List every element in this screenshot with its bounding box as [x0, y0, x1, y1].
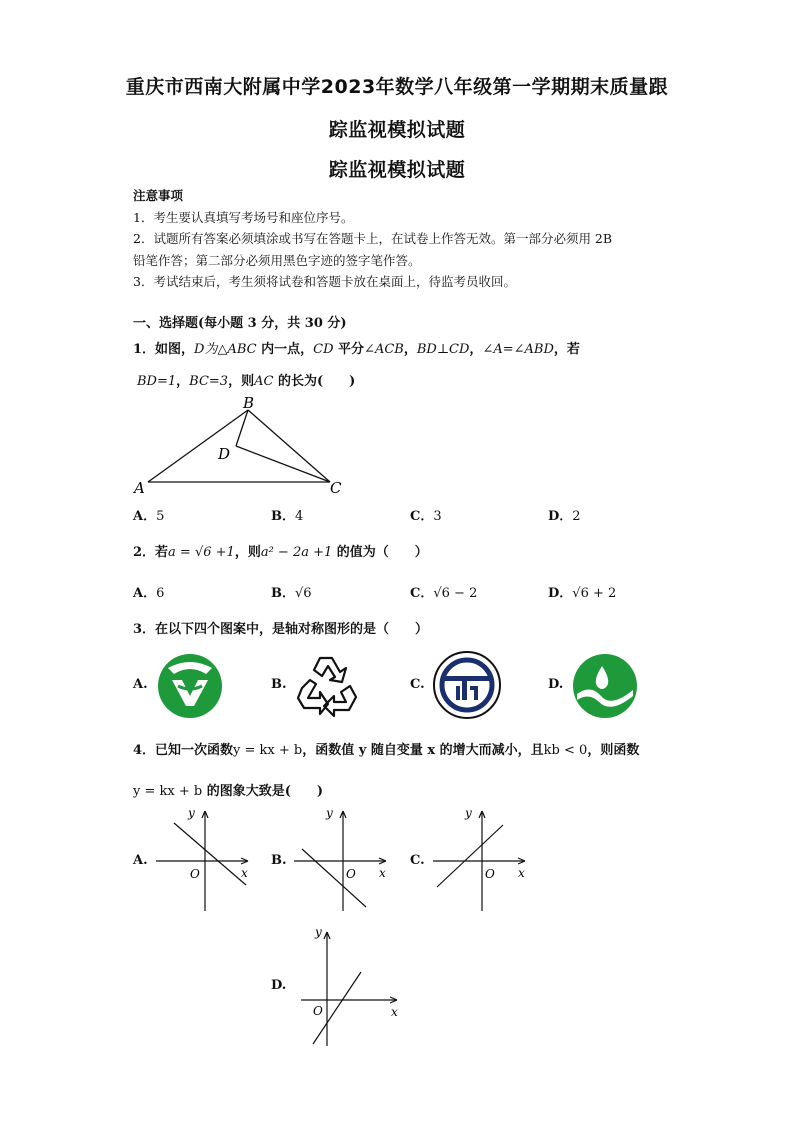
q1-option-c[interactable]: [410, 505, 442, 524]
q1-line1: [133, 338, 580, 357]
q1-text: ，若: [553, 342, 580, 357]
option-key: D．: [548, 509, 573, 524]
q2-text: [133, 541, 428, 560]
y-axis-label: y: [465, 806, 472, 820]
q4-math: y = kx + b: [133, 784, 203, 799]
q4-text: 的图象大致是( ): [202, 784, 324, 799]
x-axis-label: x: [391, 1005, 398, 1019]
option-value: 3: [433, 509, 442, 524]
q4-option-c-label[interactable]: C.: [410, 853, 425, 868]
q1-option-d[interactable]: [548, 505, 581, 524]
q4-option-a-label[interactable]: A.: [133, 853, 148, 868]
water-drop-logo-icon: [571, 652, 639, 720]
label-a: A: [134, 479, 145, 497]
q1-text: ，: [469, 342, 483, 357]
option-key: B．: [271, 586, 295, 601]
segment-bd: [236, 410, 248, 446]
page-title-line2: 踪监视模拟试题: [328, 119, 466, 141]
segment-bc: [248, 410, 330, 482]
option-value: 2: [572, 509, 581, 524]
q1-line2: [137, 370, 355, 389]
q1-math: CD: [313, 342, 334, 357]
q4-text: ，函数值 y 随自变量 x 的增大而减小，且: [302, 743, 544, 758]
option-value: √6 − 2: [433, 586, 478, 601]
option-key: A．: [133, 586, 157, 601]
q3-option-c-label[interactable]: C.: [410, 677, 425, 692]
origin-label: O: [313, 1004, 323, 1018]
page-title-line1: 重庆市西南大附属中学2023年数学八年级第一学期期末质量跟: [125, 76, 669, 98]
q4-math: kb < 0: [543, 743, 588, 758]
q1-math: D为△ABC: [194, 342, 257, 357]
page-title-line3: 踪监视模拟试题: [328, 159, 466, 181]
notes-item-2-cont: 铅笔作答；第二部分必须用黑色字迹的签字笔作答。: [133, 252, 421, 268]
q4-graph-a: [150, 803, 255, 915]
option-key: A．: [133, 509, 157, 524]
q1-math: AC: [254, 374, 274, 389]
q2-math: a = √6 +1: [168, 545, 235, 560]
notes-item-3: 3．考试结束后，考生须将试卷和答题卡放在桌面上，待监考员收回。: [133, 274, 516, 289]
q1-text: ，: [403, 342, 417, 357]
notes-item-1: 1．考生要认真填写考场号和座位序号。: [133, 209, 354, 225]
q2-text-part: ，则: [234, 545, 261, 560]
option-value: 5: [156, 509, 165, 524]
q1-text: ，则: [228, 374, 255, 389]
option-key: B．: [271, 509, 295, 524]
q1-math: ∠ACB: [364, 342, 404, 357]
q2-math: a² − 2a +1: [260, 545, 333, 560]
label-d: D: [218, 445, 231, 463]
q4-graph-d: [293, 922, 403, 1050]
q1-text: 内一点，: [256, 342, 314, 357]
q1-text: 1．如图，: [133, 342, 195, 357]
q3-option-a-label[interactable]: A.: [133, 677, 148, 692]
q2-text-part: 的值为（ ）: [332, 545, 428, 560]
q4-line1: [133, 739, 639, 758]
q1-math: BD⊥CD: [416, 342, 470, 357]
q4-line2: [133, 780, 323, 799]
q1-math: BC=3: [189, 374, 229, 389]
label-b: B: [243, 396, 255, 412]
label-c: C: [330, 479, 342, 497]
q1-text: 平分: [333, 342, 365, 357]
q1-math: ∠A=∠ABD: [482, 342, 554, 357]
x-axis-label: x: [518, 866, 525, 880]
notes-block: [133, 185, 673, 293]
q1-text: ，: [176, 374, 190, 389]
q2-option-c[interactable]: [410, 582, 477, 601]
q2-option-d[interactable]: [548, 582, 616, 601]
q1-math: BD=1: [137, 374, 177, 389]
option-value: 6: [156, 586, 165, 601]
q3-option-b-label[interactable]: B.: [271, 677, 287, 692]
q1-triangle-figure: [132, 396, 352, 498]
q1-option-a[interactable]: [133, 505, 164, 524]
y-axis-label: y: [326, 806, 333, 820]
section-heading: 一、选择题(每小题 3 分，共 30 分): [133, 316, 347, 331]
option-key: D．: [548, 586, 573, 601]
option-value: √6 + 2: [572, 586, 617, 601]
q4-text: 4．已知一次函数: [133, 743, 234, 758]
x-axis-label: x: [241, 866, 248, 880]
option-key: C．: [410, 586, 434, 601]
x-axis-label: x: [379, 866, 386, 880]
segment-dc: [236, 446, 330, 482]
notes-item-2: 2．试题所有答案必须填涂或书写在答题卡上，在试卷上作答无效。第一部分必须用 2B: [133, 231, 613, 246]
segment-ab: [148, 410, 248, 482]
q2-option-b[interactable]: [271, 582, 312, 601]
q1-text: 的长为( ): [273, 374, 356, 389]
recycle-icon: [294, 652, 362, 718]
y-axis-label: y: [188, 806, 195, 820]
green-food-logo-icon: [156, 652, 224, 720]
y-axis-label: y: [315, 925, 322, 939]
origin-label: O: [346, 867, 356, 881]
q4-text: ，则函数: [587, 743, 640, 758]
q4-option-b-label[interactable]: B.: [271, 853, 287, 868]
origin-label: O: [485, 867, 495, 881]
circle-emblem-icon: [432, 650, 502, 720]
q4-graph-b: [288, 803, 393, 915]
q4-math: y = kx + b: [233, 743, 303, 758]
q2-option-a[interactable]: [133, 582, 164, 601]
q1-option-b[interactable]: [271, 505, 303, 524]
option-key: C．: [410, 509, 434, 524]
q2-text-part: 2．若: [133, 545, 169, 560]
option-value: √6: [295, 586, 312, 601]
q3-option-d-label[interactable]: D.: [548, 677, 564, 692]
q4-option-d-label[interactable]: D.: [271, 978, 287, 993]
origin-label: O: [190, 867, 200, 881]
q4-graph-c: [427, 803, 532, 915]
q3-text: 3．在以下四个图案中，是轴对称图形的是（ ）: [133, 622, 429, 637]
option-value: 4: [295, 509, 304, 524]
notes-heading: 注意事项: [133, 188, 184, 203]
